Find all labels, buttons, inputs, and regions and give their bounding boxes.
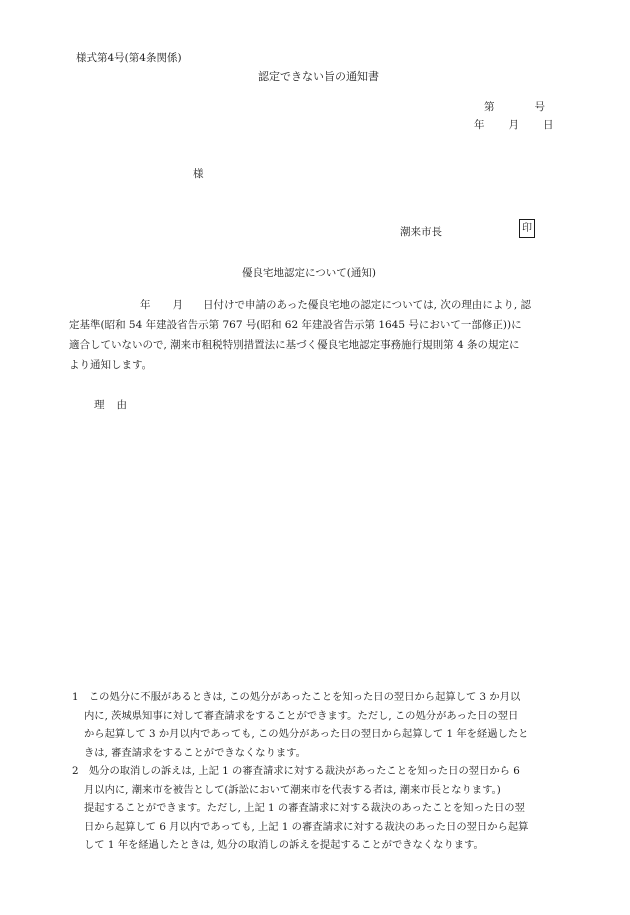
body-line-1 [60,295,552,315]
note-2-line-3: 提起することができます。ただし, 上記 1 の審査請求に対する裁決のあったことを知った日の翌 [84,802,525,814]
body-month-label: 月 [172,299,183,311]
date-month-label: 月 [508,119,519,131]
reason-heading [94,397,127,412]
note-2-line-2: 月以内に, 潮来市を被告として(訴訟において潮来市を代表する者は, 潮来市長となります。) [84,783,501,796]
body-line-2: 定基準(昭和 54 年建設省告示第 767 号(昭和 62 年建設省告示第 1645 号において一部修正))に [69,319,522,331]
note-1-line-1: 1 この処分に不服があるときは, この処分があったことを知った日の翌日から起算して 3 か月以 [72,691,521,703]
issue-date [474,117,554,132]
number-prefix: 第 [484,101,495,113]
reason-label-2: 由 [116,399,127,411]
reference-number [484,99,545,114]
notes-section [72,688,552,855]
reason-label-1: 理 [94,399,105,411]
note-2-line-5: して 1 年を経過したときは, 処分の取消しの訴えを提起することができなくなります。 [84,839,484,851]
date-year-label: 年 [474,119,485,131]
body-year-label: 年 [140,299,151,311]
form-number: 様式第4号(第4条関係) [76,52,182,64]
addressee-honorific: 様 [193,168,204,180]
body-line-4: より通知します。 [69,359,153,371]
date-day-label: 日 [543,119,554,131]
body-line-1-text: 日付けで申請のあった優良宅地の認定については, 次の理由により, 認 [203,299,532,311]
number-suffix: 号 [534,101,545,113]
note-1-line-4: きは, 審査請求をすることができなくなります。 [84,746,306,759]
document-title: 認定できない旨の通知書 [258,70,379,83]
note-2-line-4: 日から起算して 6 月以内であっても, 上記 1 の審査請求に対する裁決のあった日の翌日から起算 [84,820,529,833]
note-item [72,762,552,855]
note-1-line-3: から起算して 3 か月以内であっても, この処分があった日の翌日から起算して 1 年を経過したと [84,728,529,740]
body-line-3: 適合していないので, 潮来市租税特別措置法に基づく優良宅地認定事務施行規則第 4 条の規定に [69,339,520,351]
note-1-line-2: 内に, 茨城県知事に対して審査請求をすることができます。ただし, この処分があった日の翌日 [84,709,519,722]
note-item [72,688,552,762]
issuer-name: 潮来市長 [400,226,442,238]
seal-mark: 印 [519,219,535,238]
note-2-line-1: 2 処分の取消しの訴えは, 上記 1 の審査請求に対する裁決があったことを知った日の翌日から 6 [72,765,520,777]
body-paragraph [60,295,552,375]
subject-line: 優良宅地認定について(通知) [242,267,376,279]
